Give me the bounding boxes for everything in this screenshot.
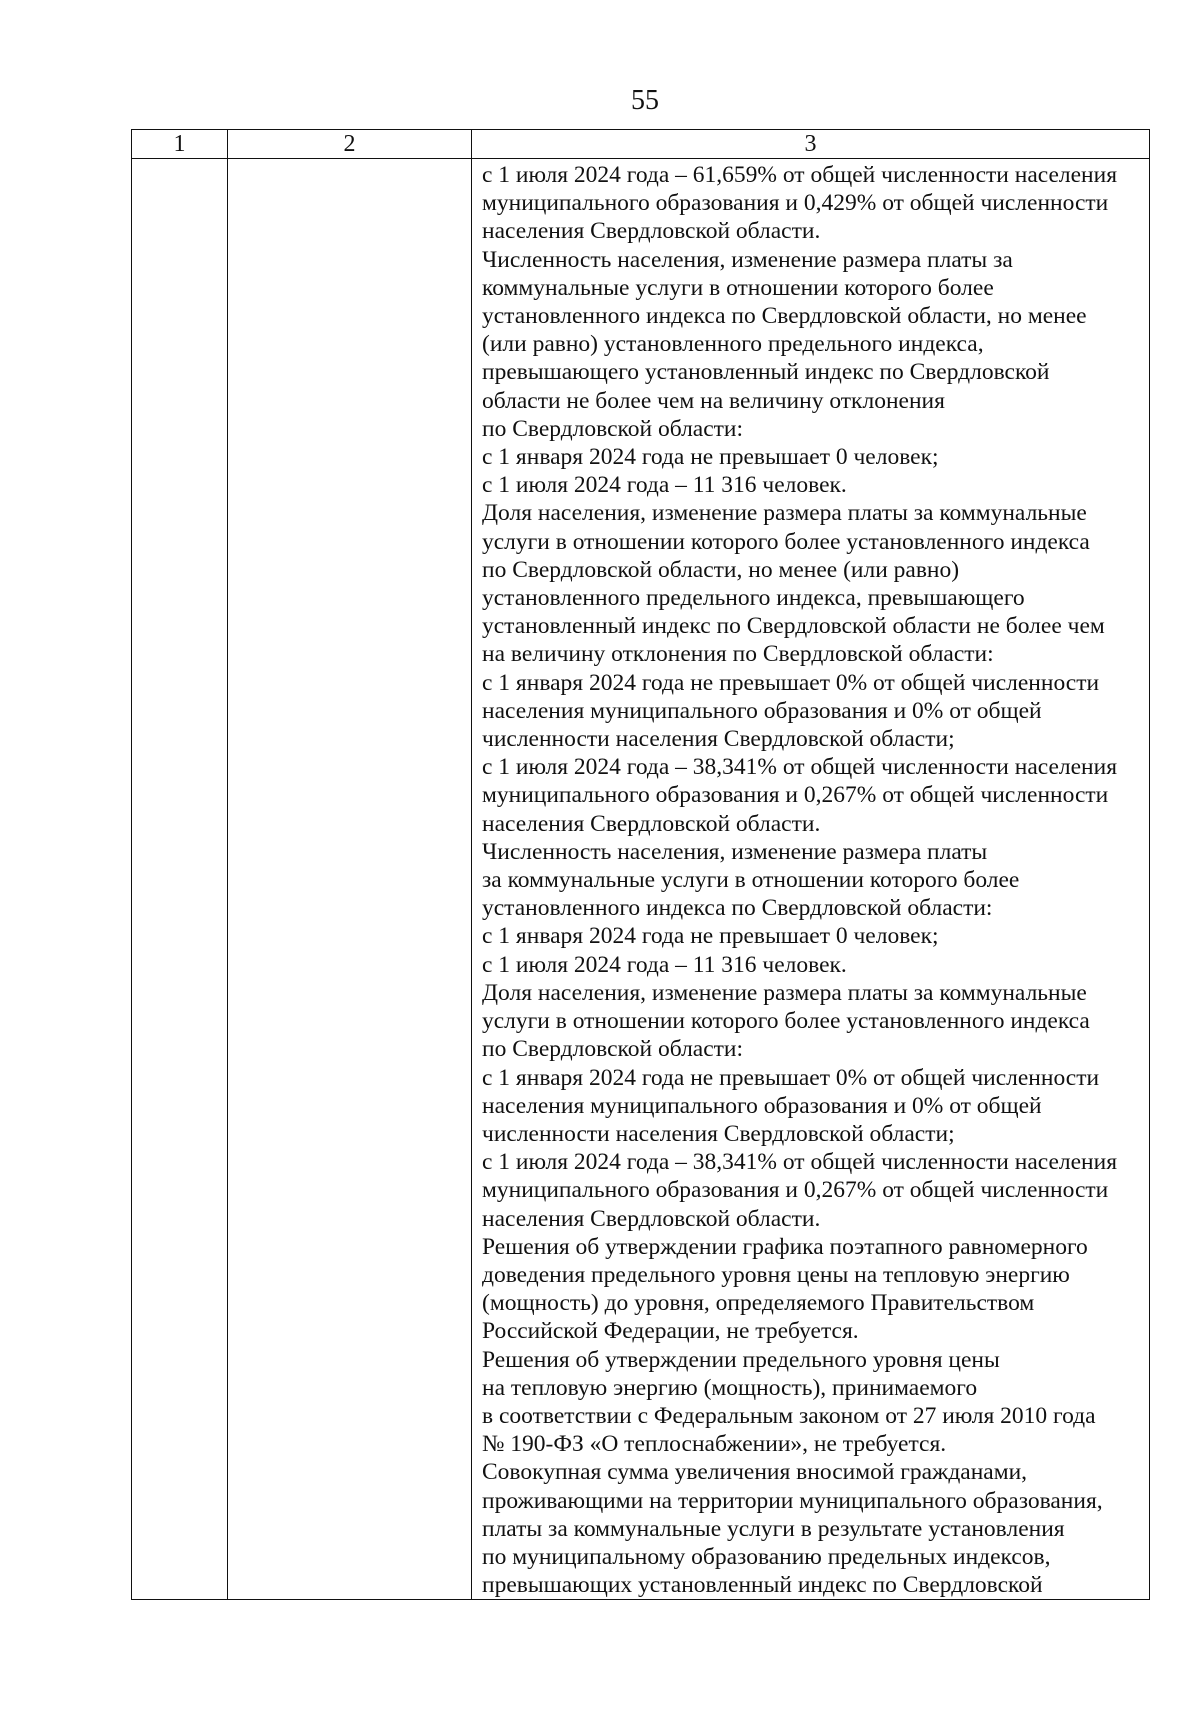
text-line: Решения об утверждении графика поэтапного равномерного: [482, 1233, 1088, 1260]
text-line: численности населения Свердловской области;: [482, 1120, 955, 1147]
text-line: населения муниципального образования и 0% от общей: [482, 1092, 1042, 1119]
text-line: (мощность) до уровня, определяемого Правительством: [482, 1290, 1035, 1317]
text-line: превышающих установленный индекс по Свердловской: [482, 1572, 1043, 1599]
text-line: за коммунальные услуги в отношении которого более: [482, 867, 1020, 894]
text-line: по Свердловской области, но менее (или равно): [482, 556, 960, 583]
text-line: Доля населения, изменение размера платы за коммунальные: [482, 979, 1087, 1006]
column-header-2: 2: [228, 130, 472, 159]
text-line: населения муниципального образования и 0% от общей: [482, 697, 1042, 724]
text-line: установленного индекса по Свердловской области, но менее: [482, 303, 1087, 330]
text-line: на величину отклонения по Свердловской области:: [482, 641, 994, 668]
text-line: с 1 июля 2024 года – 38,341% от общей численности населения: [482, 1149, 1118, 1176]
text-line: превышающего установленный индекс по Свердловской: [482, 359, 1050, 386]
page-number: 55: [631, 85, 659, 116]
text-line: по Свердловской области:: [482, 1036, 744, 1063]
text-line: проживающими на территории муниципального образования,: [482, 1487, 1103, 1514]
text-line: Численность населения, изменение размера платы за: [482, 246, 1013, 273]
text-line: доведения предельного уровня цены на тепловую энергию: [482, 1261, 1070, 1288]
text-line: населения Свердловской области.: [482, 810, 821, 837]
text-line: области не более чем на величину отклонения: [482, 387, 945, 414]
cell-col-3-text: [482, 161, 1143, 1599]
text-line: с 1 января 2024 года не превышает 0 человек;: [482, 444, 939, 471]
text-line: по муниципальному образованию предельных индексов,: [482, 1543, 1051, 1570]
text-line: с 1 июля 2024 года – 11 316 человек.: [482, 951, 847, 978]
text-line: Численность населения, изменение размера платы: [482, 838, 988, 865]
cell-col-3: [472, 159, 1150, 1600]
text-line: Российской Федерации, не требуется.: [482, 1318, 859, 1345]
text-line: численности населения Свердловской области;: [482, 726, 955, 753]
document-table: [131, 129, 1150, 1600]
text-line: населения Свердловской области.: [482, 218, 821, 245]
text-line: № 190-ФЗ «О теплоснабжении», не требуется.: [482, 1431, 947, 1458]
text-line: коммунальные услуги в отношении которого более: [482, 274, 994, 301]
text-line: услуги в отношении которого более установленного индекса: [482, 1008, 1090, 1035]
text-line: услуги в отношении которого более установленного индекса: [482, 528, 1090, 555]
text-line: с 1 января 2024 года не превышает 0% от общей численности: [482, 669, 1100, 696]
text-line: Совокупная сумма увеличения вносимой гражданами,: [482, 1459, 1028, 1486]
text-line: по Свердловской области:: [482, 415, 744, 442]
text-line: Доля населения, изменение размера платы за коммунальные: [482, 500, 1087, 527]
text-line: муниципального образования и 0,267% от общей численности: [482, 782, 1109, 809]
text-line: установленного предельного индекса, превышающего: [482, 585, 1025, 612]
text-line: с 1 июля 2024 года – 11 316 человек.: [482, 472, 847, 499]
text-line: (или равно) установленного предельного индекса,: [482, 331, 984, 358]
text-line: с 1 июля 2024 года – 38,341% от общей численности населения: [482, 754, 1118, 781]
table-row: [132, 159, 1150, 1600]
text-line: платы за коммунальные услуги в результате установления: [482, 1515, 1065, 1542]
text-line: установленный индекс по Свердловской области не более чем: [482, 613, 1105, 640]
text-line: муниципального образования и 0,267% от общей численности: [482, 1177, 1109, 1204]
table-header-row: [132, 130, 1150, 159]
column-header-1: 1: [132, 130, 228, 159]
text-line: с 1 января 2024 года не превышает 0% от общей численности: [482, 1064, 1100, 1091]
text-line: на тепловую энергию (мощность), принимаемого: [482, 1374, 978, 1401]
text-line: с 1 января 2024 года не превышает 0 человек;: [482, 923, 939, 950]
text-line: с 1 июля 2024 года – 61,659% от общей численности населения: [482, 162, 1118, 188]
cell-col-2: [228, 159, 472, 1600]
text-line: Решения об утверждении предельного уровня цены: [482, 1346, 1000, 1373]
text-line: муниципального образования и 0,429% от общей численности: [482, 190, 1109, 217]
cell-col-1: [132, 159, 228, 1600]
column-header-3: 3: [472, 130, 1150, 159]
text-line: населения Свердловской области.: [482, 1205, 821, 1232]
text-line: установленного индекса по Свердловской области:: [482, 895, 993, 922]
text-line: в соответствии с Федеральным законом от 27 июля 2010 года: [482, 1402, 1096, 1429]
